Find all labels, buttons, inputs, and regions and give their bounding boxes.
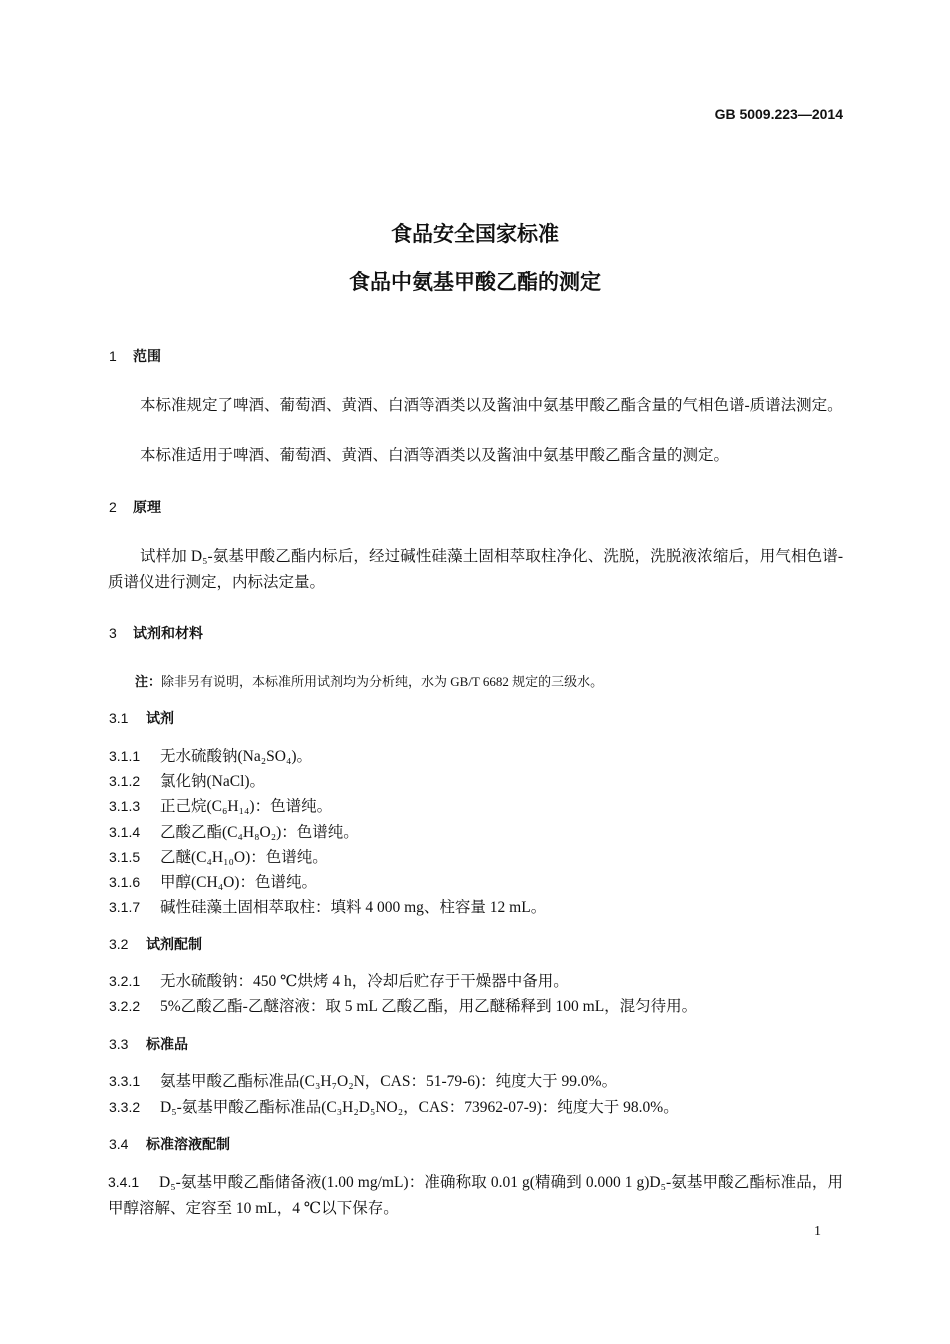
item-text: 乙酸乙酯(C₄H₈O₂)：色谱纯。: [160, 823, 359, 841]
item-text: 无水硫酸钠(Na₂SO₄)。: [160, 748, 313, 765]
section-heading-3-2: [109, 934, 202, 954]
section-number: 3: [109, 625, 117, 641]
item-number: 3.1.5: [109, 848, 141, 865]
item-number: 3.3.2: [109, 1099, 141, 1115]
paragraph: 本标准适用于啤酒、葡萄酒、黄酒、白酒等酒类以及酱油中氨基甲酸乙酯含量的测定。: [140, 447, 730, 464]
list-item: [109, 870, 317, 892]
list-item: [108, 1169, 843, 1222]
list-item: [109, 794, 332, 816]
item-number: 3.1.7: [109, 899, 141, 916]
section-heading-2: [109, 497, 161, 517]
paragraph: 试样加 D₅-氨基甲酸乙酯内标后，经过碱性硅藻土固相萃取柱净化、洗脱，洗脱液浓缩后，用气相色谱-质谱仪进行测定，内标法定量。: [108, 548, 843, 591]
item-text: D₅-氨基甲酸乙酯储备液(1.00 mg/mL)：准确称取 0.01 g(精确到 0.000 1 g)D₅-氨基甲酸乙酯标准品，用甲醇溶解、定容至 10 mL，4 ℃以下保存。: [108, 1174, 843, 1217]
section-number: 3.1: [109, 710, 129, 726]
item-number: 3.1.4: [109, 823, 141, 840]
section-number: 3.2: [109, 936, 129, 952]
list-item: [109, 744, 312, 766]
item-number: 3.4.1: [108, 1174, 140, 1190]
section-number: 1: [109, 348, 117, 364]
section-heading-3-1: [109, 708, 174, 728]
page-number: 1: [814, 1224, 821, 1239]
item-text: 5%乙酸乙酯-乙醚溶液：取 5 mL 乙酸乙酯，用乙醚稀释到 100 mL，混匀待用。: [160, 998, 698, 1015]
section-title: 原理: [133, 499, 161, 515]
item-text: D₅-氨基甲酸乙酯标准品(C₃H₂D₅NO₂，CAS：73962-07-9)：纯度大于 98.0%。: [160, 1099, 679, 1116]
section-heading-3: [109, 623, 203, 643]
item-text: 无水硫酸钠：450 ℃烘烤 4 h，冷却后贮存于干燥器中备用。: [160, 973, 569, 990]
section-title: 试剂和材料: [133, 625, 203, 641]
item-text: 甲醇(CH₄O)：色谱纯。: [160, 874, 317, 891]
list-item: [109, 994, 697, 1016]
paragraph: 本标准规定了啤酒、葡萄酒、黄酒、白酒等酒类以及酱油中氨基甲酸乙酯含量的气相色谱-质谱法测定。: [140, 397, 843, 414]
section-number: 2: [109, 499, 117, 515]
section-number: 3.4: [109, 1136, 129, 1152]
section-title: 标准溶液配制: [146, 1136, 230, 1152]
document-title-line1: 食品安全国家标准: [391, 223, 559, 246]
section-number: 3.3: [109, 1036, 129, 1052]
section-title: 试剂配制: [146, 936, 202, 952]
section-title: 标准品: [146, 1036, 188, 1052]
standard-number: GB 5009.223—2014: [714, 106, 843, 122]
list-item: [109, 845, 328, 867]
item-number: 3.1.2: [109, 773, 141, 790]
item-text: 氯化钠(NaCl)。: [160, 773, 266, 791]
item-number: 3.1.3: [109, 798, 141, 815]
section-heading-3-3: [109, 1034, 188, 1054]
note: [135, 671, 603, 690]
item-text: 正己烷(C₆H₁₄)：色谱纯。: [160, 798, 333, 816]
item-number: 3.1.1: [109, 748, 141, 764]
item-number: 3.3.1: [109, 1073, 141, 1089]
document-title-line2: 食品中氨基甲酸乙酯的测定: [349, 271, 601, 294]
note-text: 除非另有说明，本标准所用试剂均为分析纯，水为 GB/T 6682 规定的三级水。: [161, 674, 604, 689]
item-number: 3.2.2: [109, 998, 141, 1014]
list-item: [109, 769, 265, 791]
list-item: [109, 1069, 617, 1091]
list-item: [109, 820, 359, 842]
section-heading-3-4: [109, 1134, 230, 1154]
list-item: [109, 969, 569, 991]
section-title: 范围: [133, 348, 161, 364]
list-item: [109, 895, 546, 917]
section-heading-1: [109, 346, 161, 366]
item-number: 3.1.6: [109, 874, 141, 890]
item-text: 碱性硅藻土固相萃取柱：填料 4 000 mg、柱容量 12 mL。: [160, 899, 547, 917]
item-text: 氨基甲酸乙酯标准品(C₃H₇O₂N，CAS：51-79-6)：纯度大于 99.0%。: [160, 1073, 618, 1090]
item-number: 3.2.1: [109, 973, 141, 989]
item-text: 乙醚(C₄H₁₀O)：色谱纯。: [160, 848, 328, 866]
note-label: 注：: [135, 674, 162, 689]
section-title: 试剂: [146, 710, 174, 726]
list-item: [109, 1095, 679, 1117]
